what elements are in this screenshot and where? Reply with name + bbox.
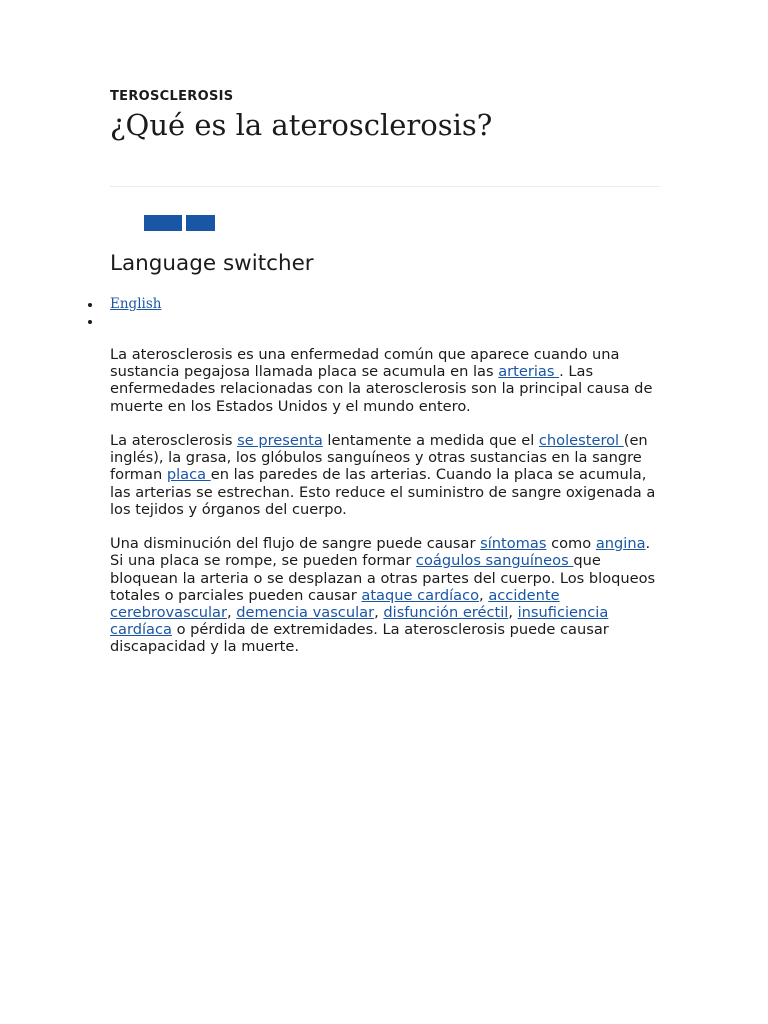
link-sintomas[interactable]: síntomas — [480, 535, 547, 553]
article-body — [110, 346, 662, 673]
text: lentamente a medida que el — [322, 432, 539, 449]
link-se-presenta[interactable]: se presenta — [237, 432, 323, 449]
language-switcher-heading: Language switcher — [110, 251, 314, 276]
language-link-english[interactable]: English — [110, 296, 162, 312]
language-item-english — [110, 296, 161, 313]
text: en las paredes de las arterias. Cuando la placa se acumula, las arterias se estrechan. Esto reduce el suministro de sangre oxigenada a los tejidos y órganos del cuerpo. — [110, 466, 656, 518]
language-switcher-list — [110, 296, 161, 330]
separator: , — [479, 586, 489, 604]
text: La aterosclerosis es una enfermedad común que aparece cuando una sustancia pegajosa llamada placa se acumula en las — [110, 346, 620, 381]
link-insuficiencia-cardiaca[interactable]: insuficiencia cardíaca — [110, 604, 609, 639]
language-item-empty — [110, 313, 161, 330]
text: Una disminución del flujo de sangre puede causar — [110, 535, 481, 553]
link-coagulos-sanguineos[interactable]: coágulos sanguíneos — [415, 552, 574, 570]
text: . Las enfermedades relacionadas con la aterosclerosis son la principal causa de muerte en los Estados Unidos y el mundo entero. — [110, 363, 653, 415]
text: como — [546, 535, 596, 553]
paragraph-2 — [110, 432, 662, 518]
separator: , — [227, 604, 237, 622]
link-placa[interactable]: placa — [166, 466, 211, 484]
link-arterias[interactable]: arterias — [498, 363, 560, 381]
text: o pérdida de extremidades. La aterosclerosis puede causar discapacidad y la muerte. — [110, 621, 609, 656]
link-ataque-cardiaco[interactable]: ataque cardíaco — [361, 586, 480, 604]
page-title: ¿Qué es la aterosclerosis? — [110, 108, 493, 142]
text: La aterosclerosis — [110, 432, 238, 449]
link-angina[interactable]: angina — [595, 535, 646, 553]
paragraph-3 — [110, 535, 662, 655]
section-eyebrow: TEROSCLEROSIS — [110, 89, 234, 104]
link-disfuncion-erectil[interactable]: disfunción eréctil — [383, 604, 509, 622]
text: que bloquean la arteria o se desplazan a otras partes del cuerpo. Los bloqueos totales o parciales pueden causar — [110, 552, 656, 604]
link-accidente-cerebrovascular[interactable]: accidente cerebrovascular — [110, 586, 560, 622]
text: . Si una placa se rompe, se pueden formar — [110, 535, 651, 570]
separator: , — [508, 604, 518, 622]
paragraph-1 — [110, 346, 662, 415]
link-demencia-vascular[interactable]: demencia vascular — [236, 604, 375, 622]
link-cholesterol[interactable]: cholesterol — [538, 432, 624, 449]
title-divider — [110, 186, 660, 187]
share-button-primary[interactable] — [144, 215, 182, 231]
separator: , — [374, 604, 384, 622]
text: (en inglés), la grasa, los glóbulos sanguíneos y otras sustancias en la sangre forman — [110, 432, 648, 484]
share-button-secondary[interactable] — [186, 215, 215, 231]
